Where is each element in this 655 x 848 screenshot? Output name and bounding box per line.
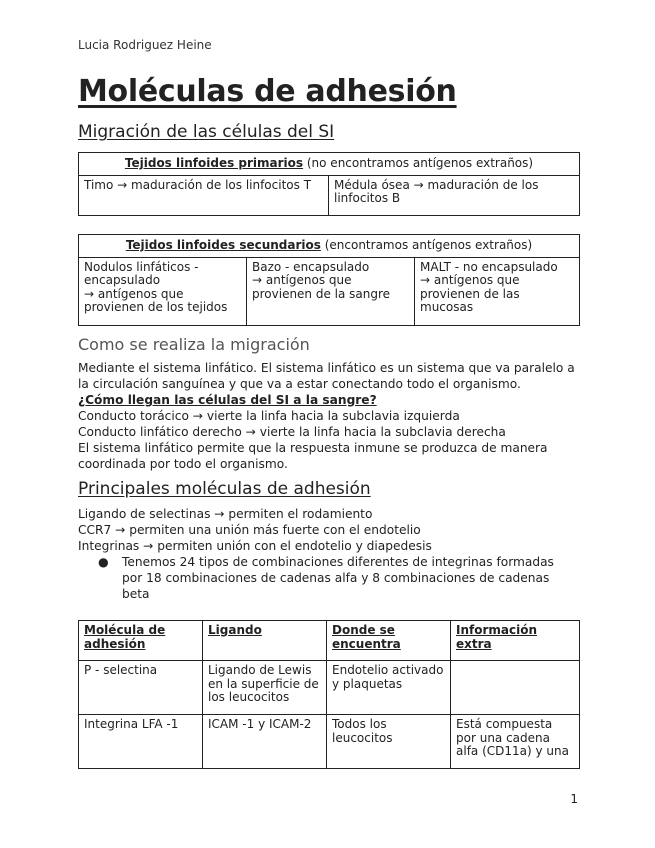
column-header: Información extra xyxy=(451,621,580,661)
author-name: Lucia Rodriguez Heine xyxy=(78,38,212,52)
table-cell xyxy=(451,661,580,715)
table-cell: Ligando de Lewis en la superficie de los leucocitos xyxy=(203,661,327,715)
paragraph: El sistema linfático permite que la respuesta inmune se produzca de manera coordinada por todo el organismo. xyxy=(78,441,548,471)
text-line: Ligando de selectinas → permiten el rodamiento xyxy=(78,507,373,521)
table-row xyxy=(79,715,580,769)
secondary-table-header: Tejidos linfoides secundarios (encontramos antígenos extraños) xyxy=(79,235,580,258)
section-heading-migracion: Migración de las células del SI xyxy=(78,122,335,142)
list-item xyxy=(98,554,568,602)
table-cell: MALT - no encapsulado → antígenos que provienen de las mucosas xyxy=(415,257,580,325)
table-cell: Todos los leucocitos xyxy=(327,715,451,769)
secondary-lymphoid-table xyxy=(78,234,580,326)
table-cell: Integrina LFA -1 xyxy=(79,715,203,769)
table-cell: Timo → maduración de los linfocitos T xyxy=(79,175,329,215)
primary-lymphoid-table xyxy=(78,152,580,216)
page-title: Moléculas de adhesión xyxy=(78,74,457,109)
column-header: Ligando xyxy=(203,621,327,661)
page-number: 1 xyxy=(570,792,578,806)
table-cell: Nodulos linfáticos - encapsulado → antígenos que provienen de los tejidos xyxy=(79,257,247,325)
section-heading-como: Como se realiza la migración xyxy=(78,335,310,354)
list-item-text: Tenemos 24 tipos de combinaciones diferentes de integrinas formadas por 18 combinaciones de cadenas alfa y 8 combinaciones de cadenas beta xyxy=(122,555,554,601)
adhesion-molecules-table xyxy=(78,620,580,769)
table-cell: Bazo - encapsulado → antígenos que provienen de la sangre xyxy=(247,257,415,325)
paragraph: Mediante el sistema linfático. El sistema linfático es un sistema que va paralelo a la circulación sanguínea y que va a estar conectando todo el organismo. xyxy=(78,361,575,391)
table-cell: P - selectina xyxy=(79,661,203,715)
table-row xyxy=(79,661,580,715)
text-line: Conducto torácico → vierte la linfa hacia la subclavia izquierda xyxy=(78,409,460,423)
text-line: Conducto linfático derecho → vierte la linfa hacia la subclavia derecha xyxy=(78,425,506,439)
table-cell: ICAM -1 y ICAM-2 xyxy=(203,715,327,769)
table-cell: Médula ósea → maduración de los linfocitos B xyxy=(329,175,580,215)
column-header: Donde se encuentra xyxy=(327,621,451,661)
primary-table-header: Tejidos linfoides primarios (no encontramos antígenos extraños) xyxy=(79,153,580,176)
table-cell: Está compuesta por una cadena alfa (CD11a) y una xyxy=(451,715,580,769)
table-cell: Endotelio activado y plaquetas xyxy=(327,661,451,715)
section-heading-moleculas: Principales moléculas de adhesión xyxy=(78,479,371,499)
question-line: ¿Cómo llegan las células del SI a la sangre? xyxy=(78,393,377,407)
text-line: Integrinas → permiten unión con el endotelio y diapedesis xyxy=(78,539,432,553)
bullet-dot: ● xyxy=(98,555,109,569)
column-header: Molécula de adhesión xyxy=(79,621,203,661)
text-line: CCR7 → permiten una unión más fuerte con el endotelio xyxy=(78,523,421,537)
